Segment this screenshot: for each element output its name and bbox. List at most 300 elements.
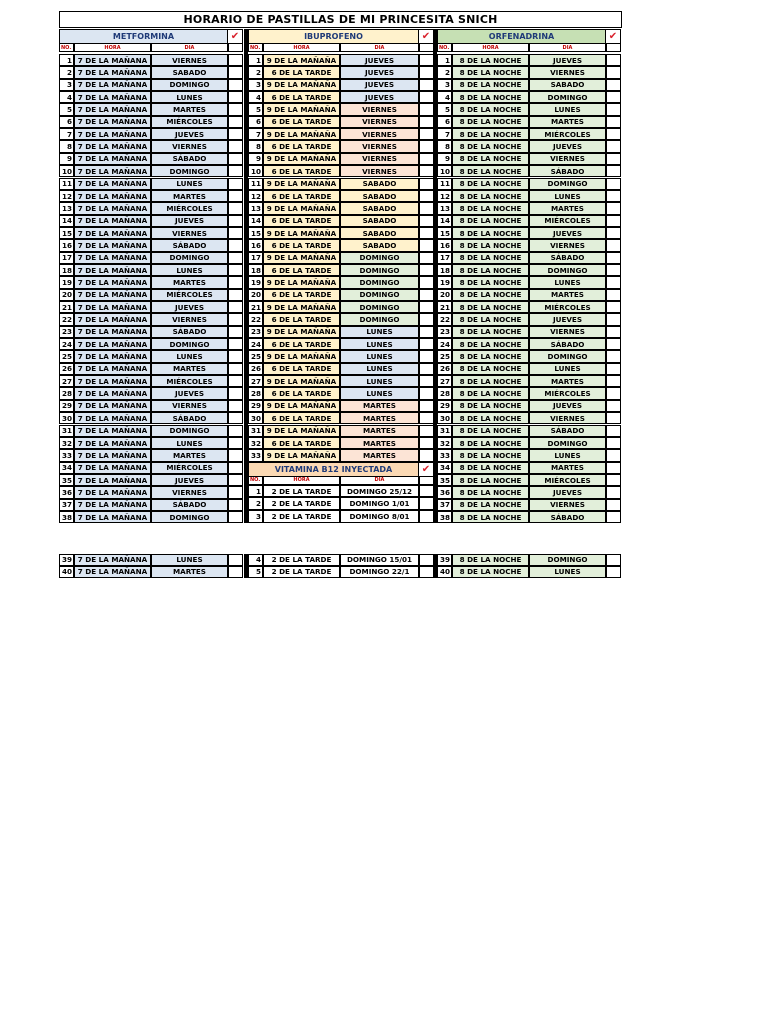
dose-checkbox[interactable]	[419, 103, 434, 115]
row-dia: VIERNES	[151, 313, 228, 325]
dose-checkbox[interactable]	[606, 301, 621, 313]
row-number: 13	[437, 202, 452, 214]
dose-checkbox[interactable]	[228, 190, 243, 202]
row-dia: VIERNES	[529, 153, 606, 165]
row-dia: MARTES	[529, 202, 606, 214]
row-number: 4	[248, 554, 263, 566]
dose-checkbox[interactable]	[228, 66, 243, 78]
row-hora: 2 DE LA TARDE	[263, 510, 340, 523]
row-dia: JUEVES	[340, 66, 419, 78]
dose-checkbox[interactable]	[419, 566, 434, 578]
row-dia: SABADO	[529, 79, 606, 91]
column-header-no: NO.	[437, 44, 452, 52]
dose-checkbox[interactable]	[228, 486, 243, 498]
row-dia: JUEVES	[151, 128, 228, 140]
dose-checkbox[interactable]	[419, 338, 434, 350]
row-hora: 7 DE LA MAÑANA	[74, 449, 151, 461]
row-dia: DOMINGO 22/1	[340, 566, 419, 578]
row-hora: 6 DE LA TARDE	[263, 190, 340, 202]
row-hora: 8 DE LA NOCHE	[452, 350, 529, 362]
column-divider	[244, 29, 248, 523]
dose-checkbox[interactable]	[228, 215, 243, 227]
row-hora: 8 DE LA NOCHE	[452, 289, 529, 301]
dose-checkbox[interactable]	[419, 264, 434, 276]
row-number: 34	[59, 462, 74, 474]
row-number: 27	[59, 375, 74, 387]
row-number: 24	[59, 338, 74, 350]
row-dia: LUNES	[340, 338, 419, 350]
dose-checkbox[interactable]	[228, 165, 243, 177]
dose-checkbox[interactable]	[228, 153, 243, 165]
dose-checkbox[interactable]	[606, 313, 621, 325]
dose-checkbox[interactable]	[606, 289, 621, 301]
row-number: 29	[59, 400, 74, 412]
row-number: 29	[437, 400, 452, 412]
row-dia: VIERNES	[529, 412, 606, 424]
dose-checkbox[interactable]	[419, 66, 434, 78]
dose-checkbox[interactable]	[228, 462, 243, 474]
row-number: 10	[437, 165, 452, 177]
row-number: 20	[437, 289, 452, 301]
dose-checkbox[interactable]	[419, 363, 434, 375]
dose-checkbox[interactable]	[606, 202, 621, 214]
dose-checkbox[interactable]	[419, 497, 434, 510]
dose-checkbox[interactable]	[606, 190, 621, 202]
row-number: 2	[248, 497, 263, 510]
row-dia: JUEVES	[529, 400, 606, 412]
dose-checkbox[interactable]	[419, 289, 434, 301]
dose-checkbox[interactable]	[606, 412, 621, 424]
row-hora: 8 DE LA NOCHE	[452, 66, 529, 78]
row-dia: MARTES	[151, 449, 228, 461]
row-number: 12	[437, 190, 452, 202]
dose-checkbox[interactable]	[228, 350, 243, 362]
row-hora: 8 DE LA NOCHE	[452, 79, 529, 91]
dose-checkbox[interactable]	[606, 215, 621, 227]
row-hora: 6 DE LA TARDE	[263, 116, 340, 128]
dose-checkbox[interactable]	[228, 103, 243, 115]
row-number: 17	[59, 252, 74, 264]
row-dia: VIERNES	[340, 153, 419, 165]
row-dia: VIERNES	[340, 140, 419, 152]
row-number: 18	[437, 264, 452, 276]
dose-checkbox[interactable]	[419, 412, 434, 424]
dose-checkbox[interactable]	[228, 338, 243, 350]
row-dia: MIÉRCOLES	[151, 375, 228, 387]
row-dia: DOMINGO	[529, 437, 606, 449]
dose-checkbox[interactable]	[606, 227, 621, 239]
row-hora: 7 DE LA MAÑANA	[74, 412, 151, 424]
row-dia: JUEVES	[151, 301, 228, 313]
row-hora: 8 DE LA NOCHE	[452, 363, 529, 375]
row-number: 4	[59, 91, 74, 103]
dose-checkbox[interactable]	[419, 425, 434, 437]
row-dia: DOMINGO 8/01	[340, 510, 419, 523]
dose-checkbox[interactable]	[606, 178, 621, 190]
row-number: 8	[59, 140, 74, 152]
row-dia: MARTES	[340, 437, 419, 449]
dose-checkbox[interactable]	[419, 252, 434, 264]
row-dia: MIÉRCOLES	[529, 128, 606, 140]
dose-checkbox[interactable]	[228, 363, 243, 375]
row-number: 19	[437, 276, 452, 288]
dose-checkbox[interactable]	[419, 128, 434, 140]
row-dia: MIÉRCOLES	[529, 215, 606, 227]
column-header-check	[606, 44, 621, 52]
row-dia: SÁBADO	[151, 239, 228, 251]
dose-checkbox[interactable]	[606, 338, 621, 350]
dose-checkbox[interactable]	[419, 510, 434, 523]
row-hora: 6 DE LA TARDE	[263, 338, 340, 350]
dose-checkbox[interactable]	[419, 485, 434, 498]
row-hora: 8 DE LA NOCHE	[452, 215, 529, 227]
dose-checkbox[interactable]	[228, 116, 243, 128]
row-number: 2	[248, 66, 263, 78]
dose-checkbox[interactable]	[228, 252, 243, 264]
row-number: 3	[59, 79, 74, 91]
row-number: 15	[437, 227, 452, 239]
row-hora: 8 DE LA NOCHE	[452, 338, 529, 350]
row-number: 13	[59, 202, 74, 214]
dose-checkbox[interactable]	[419, 153, 434, 165]
dose-checkbox[interactable]	[606, 449, 621, 461]
row-dia: JUEVES	[151, 474, 228, 486]
row-hora: 8 DE LA NOCHE	[452, 301, 529, 313]
dose-checkbox[interactable]	[419, 54, 434, 66]
row-hora: 8 DE LA NOCHE	[452, 116, 529, 128]
dose-checkbox[interactable]	[606, 566, 621, 578]
row-number: 1	[248, 485, 263, 498]
row-hora: 6 DE LA TARDE	[263, 387, 340, 399]
row-number: 1	[248, 54, 263, 66]
section-header-metformina: METFORMINA	[59, 29, 228, 44]
dose-checkbox[interactable]	[228, 449, 243, 461]
dose-checkbox[interactable]	[419, 116, 434, 128]
dose-checkbox[interactable]	[419, 190, 434, 202]
row-dia: MARTES	[151, 566, 228, 578]
dose-checkbox[interactable]	[606, 499, 621, 511]
row-dia: LUNES	[151, 437, 228, 449]
row-hora: 8 DE LA NOCHE	[452, 140, 529, 152]
column-header-check	[228, 44, 243, 52]
dose-checkbox[interactable]	[228, 54, 243, 66]
dose-checkbox[interactable]	[606, 462, 621, 474]
row-dia: VIERNES	[151, 140, 228, 152]
row-dia: MARTES	[151, 276, 228, 288]
section-header-ibuprofeno: IBUPROFENO	[248, 29, 419, 44]
row-number: 31	[59, 425, 74, 437]
row-number: 5	[59, 103, 74, 115]
row-dia: SÁBADO	[151, 326, 228, 338]
row-hora: 9 DE LA MAÑAÑA	[263, 350, 340, 362]
row-hora: 9 DE LA MAÑAÑA	[263, 252, 340, 264]
row-hora: 9 DE LA MAÑAÑA	[263, 375, 340, 387]
row-hora: 7 DE LA MAÑANA	[74, 425, 151, 437]
row-number: 8	[248, 140, 263, 152]
row-hora: 8 DE LA NOCHE	[452, 276, 529, 288]
row-number: 22	[59, 313, 74, 325]
row-hora: 8 DE LA NOCHE	[452, 190, 529, 202]
dose-checkbox[interactable]	[228, 554, 243, 566]
dose-checkbox[interactable]	[419, 313, 434, 325]
row-hora: 6 DE LA TARDE	[263, 264, 340, 276]
dose-checkbox[interactable]	[419, 449, 434, 461]
row-hora: 7 DE LA MAÑANA	[74, 400, 151, 412]
row-hora: 8 DE LA NOCHE	[452, 566, 529, 578]
row-number: 30	[248, 412, 263, 424]
row-number: 10	[59, 165, 74, 177]
row-dia: SABADO	[340, 202, 419, 214]
row-number: 35	[437, 474, 452, 486]
row-dia: JUEVES	[529, 140, 606, 152]
row-dia: DOMINGO	[340, 264, 419, 276]
dose-checkbox[interactable]	[228, 412, 243, 424]
row-hora: 7 DE LA MAÑANA	[74, 566, 151, 578]
dose-checkbox[interactable]	[606, 103, 621, 115]
dose-checkbox[interactable]	[606, 239, 621, 251]
dose-checkbox[interactable]	[419, 554, 434, 566]
row-dia: JUEVES	[151, 387, 228, 399]
row-number: 28	[248, 387, 263, 399]
row-hora: 8 DE LA NOCHE	[452, 128, 529, 140]
row-dia: MARTES	[340, 400, 419, 412]
row-dia: SABADO	[151, 66, 228, 78]
row-dia: SABADO	[340, 239, 419, 251]
dose-checkbox[interactable]	[606, 66, 621, 78]
dose-checkbox[interactable]	[419, 239, 434, 251]
dose-checkbox[interactable]	[419, 140, 434, 152]
row-hora: 7 DE LA MAÑANA	[74, 313, 151, 325]
row-number: 31	[248, 425, 263, 437]
dose-checkbox[interactable]	[419, 276, 434, 288]
dose-checkbox[interactable]	[228, 511, 243, 523]
column-divider	[433, 554, 437, 578]
row-hora: 8 DE LA NOCHE	[452, 202, 529, 214]
row-dia: LUNES	[529, 363, 606, 375]
dose-checkbox[interactable]	[419, 165, 434, 177]
row-number: 23	[248, 326, 263, 338]
dose-checkbox[interactable]	[228, 425, 243, 437]
dose-checkbox[interactable]	[228, 375, 243, 387]
dose-checkbox[interactable]	[606, 437, 621, 449]
row-dia: DOMINGO	[529, 178, 606, 190]
row-hora: 7 DE LA MAÑANA	[74, 116, 151, 128]
dose-checkbox[interactable]	[606, 486, 621, 498]
sheet-title: HORARIO DE PASTILLAS DE MI PRINCESITA SNICH	[59, 11, 622, 28]
row-number: 18	[59, 264, 74, 276]
dose-checkbox[interactable]	[228, 91, 243, 103]
dose-checkbox[interactable]	[228, 566, 243, 578]
row-number: 11	[437, 178, 452, 190]
row-number: 7	[248, 128, 263, 140]
row-hora: 8 DE LA NOCHE	[452, 54, 529, 66]
dose-checkbox[interactable]	[606, 264, 621, 276]
dose-checkbox[interactable]	[228, 128, 243, 140]
dose-checkbox[interactable]	[228, 239, 243, 251]
row-number: 19	[248, 276, 263, 288]
row-dia: VIERNES	[529, 499, 606, 511]
row-dia: DOMINGO 1/01	[340, 497, 419, 510]
dose-checkbox[interactable]	[606, 128, 621, 140]
dose-checkbox[interactable]	[228, 499, 243, 511]
row-dia: VIERNES	[151, 227, 228, 239]
dose-checkbox[interactable]	[606, 400, 621, 412]
row-dia: MIÉRCOLES	[151, 116, 228, 128]
row-dia: SABADO	[340, 227, 419, 239]
row-number: 34	[437, 462, 452, 474]
row-dia: JUEVES	[529, 227, 606, 239]
row-dia: LUNES	[529, 566, 606, 578]
row-number: 25	[248, 350, 263, 362]
row-dia: DOMINGO	[340, 313, 419, 325]
row-hora: 9 DE LA MAÑAÑA	[263, 276, 340, 288]
row-number: 21	[248, 301, 263, 313]
dose-checkbox[interactable]	[606, 363, 621, 375]
dose-checkbox[interactable]	[228, 313, 243, 325]
dose-checkbox[interactable]	[228, 289, 243, 301]
dose-checkbox[interactable]	[419, 400, 434, 412]
row-hora: 9 DE LA MAÑAÑA	[263, 153, 340, 165]
row-dia: MARTES	[151, 103, 228, 115]
row-number: 35	[59, 474, 74, 486]
dose-checkbox[interactable]	[228, 178, 243, 190]
dose-checkbox[interactable]	[419, 202, 434, 214]
dose-checkbox[interactable]	[419, 91, 434, 103]
dose-checkbox[interactable]	[606, 91, 621, 103]
section-header-vitamina: VITAMINA B12 INYECTADA	[248, 462, 419, 477]
dose-checkbox[interactable]	[228, 326, 243, 338]
dose-checkbox[interactable]	[228, 437, 243, 449]
dose-checkbox[interactable]	[228, 276, 243, 288]
row-number: 40	[437, 566, 452, 578]
dose-checkbox[interactable]	[606, 387, 621, 399]
row-dia: MARTES	[151, 363, 228, 375]
row-number: 36	[59, 486, 74, 498]
dose-checkbox[interactable]	[419, 79, 434, 91]
row-hora: 7 DE LA MAÑANA	[74, 462, 151, 474]
row-hora: 7 DE LA MAÑANA	[74, 178, 151, 190]
dose-checkbox[interactable]	[606, 54, 621, 66]
row-hora: 7 DE LA MAÑANA	[74, 190, 151, 202]
row-dia: MARTES	[340, 449, 419, 461]
row-dia: JUEVES	[340, 91, 419, 103]
dose-checkbox[interactable]	[228, 140, 243, 152]
row-number: 7	[59, 128, 74, 140]
dose-checkbox[interactable]	[606, 140, 621, 152]
row-number: 4	[248, 91, 263, 103]
dose-checkbox[interactable]	[419, 375, 434, 387]
row-hora: 9 DE LA MAÑAÑA	[263, 449, 340, 461]
row-hora: 6 DE LA TARDE	[263, 363, 340, 375]
dose-checkbox[interactable]	[228, 202, 243, 214]
row-dia: JUEVES	[529, 486, 606, 498]
row-hora: 8 DE LA NOCHE	[452, 264, 529, 276]
row-dia: LUNES	[529, 103, 606, 115]
row-dia: MIÉRCOLES	[151, 462, 228, 474]
row-number: 23	[437, 326, 452, 338]
row-hora: 8 DE LA NOCHE	[452, 412, 529, 424]
dose-checkbox[interactable]	[419, 437, 434, 449]
dose-checkbox[interactable]	[228, 227, 243, 239]
dose-checkbox[interactable]	[419, 178, 434, 190]
row-dia: MIÉRCOLES	[529, 387, 606, 399]
row-number: 20	[59, 289, 74, 301]
dose-checkbox[interactable]	[606, 165, 621, 177]
row-number: 5	[248, 566, 263, 578]
dose-checkbox[interactable]	[228, 264, 243, 276]
dose-checkbox[interactable]	[419, 387, 434, 399]
row-dia: SÁBADO	[529, 252, 606, 264]
dose-checkbox[interactable]	[606, 425, 621, 437]
dose-checkbox[interactable]	[606, 474, 621, 486]
row-number: 16	[437, 239, 452, 251]
row-number: 3	[248, 510, 263, 523]
dose-checkbox[interactable]	[419, 301, 434, 313]
row-dia: VIERNES	[529, 239, 606, 251]
dose-checkbox[interactable]	[228, 301, 243, 313]
row-hora: 7 DE LA MAÑANA	[74, 301, 151, 313]
row-hora: 7 DE LA MAÑANA	[74, 215, 151, 227]
dose-checkbox[interactable]	[606, 252, 621, 264]
row-dia: SÁBADO	[529, 338, 606, 350]
checkmark-icon: ✔	[606, 29, 621, 44]
column-header-hora: HORA	[263, 44, 340, 52]
dose-checkbox[interactable]	[419, 215, 434, 227]
row-hora: 7 DE LA MAÑANA	[74, 165, 151, 177]
column-header-dia: DIA	[340, 44, 419, 52]
column-header-no: NO.	[248, 477, 263, 485]
dose-checkbox[interactable]	[606, 79, 621, 91]
row-dia: DOMINGO	[340, 301, 419, 313]
row-hora: 7 DE LA MAÑANA	[74, 264, 151, 276]
row-number: 24	[437, 338, 452, 350]
dose-checkbox[interactable]	[419, 350, 434, 362]
row-number: 5	[248, 103, 263, 115]
row-dia: JUEVES	[529, 54, 606, 66]
dose-checkbox[interactable]	[606, 326, 621, 338]
row-dia: MARTES	[151, 190, 228, 202]
dose-checkbox[interactable]	[606, 153, 621, 165]
dose-checkbox[interactable]	[606, 375, 621, 387]
row-number: 1	[59, 54, 74, 66]
column-header-check	[419, 44, 434, 52]
column-header-dia: DIA	[340, 477, 419, 485]
dose-checkbox[interactable]	[606, 554, 621, 566]
row-hora: 7 DE LA MAÑANA	[74, 103, 151, 115]
row-hora: 6 DE LA TARDE	[263, 239, 340, 251]
dose-checkbox[interactable]	[419, 326, 434, 338]
dose-checkbox[interactable]	[606, 350, 621, 362]
dose-checkbox[interactable]	[606, 116, 621, 128]
dose-checkbox[interactable]	[419, 227, 434, 239]
row-dia: SÁBADO	[529, 425, 606, 437]
dose-checkbox[interactable]	[606, 276, 621, 288]
row-number: 21	[437, 301, 452, 313]
row-number: 1	[437, 54, 452, 66]
row-dia: DOMINGO	[529, 91, 606, 103]
dose-checkbox[interactable]	[228, 79, 243, 91]
dose-checkbox[interactable]	[228, 474, 243, 486]
row-dia: LUNES	[340, 326, 419, 338]
dose-checkbox[interactable]	[228, 400, 243, 412]
dose-checkbox[interactable]	[228, 387, 243, 399]
row-hora: 9 DE LA MAÑAÑA	[263, 425, 340, 437]
row-dia: SÁBADO	[151, 153, 228, 165]
row-number: 16	[248, 239, 263, 251]
dose-checkbox[interactable]	[606, 511, 621, 523]
row-number: 11	[59, 178, 74, 190]
row-hora: 8 DE LA NOCHE	[452, 387, 529, 399]
